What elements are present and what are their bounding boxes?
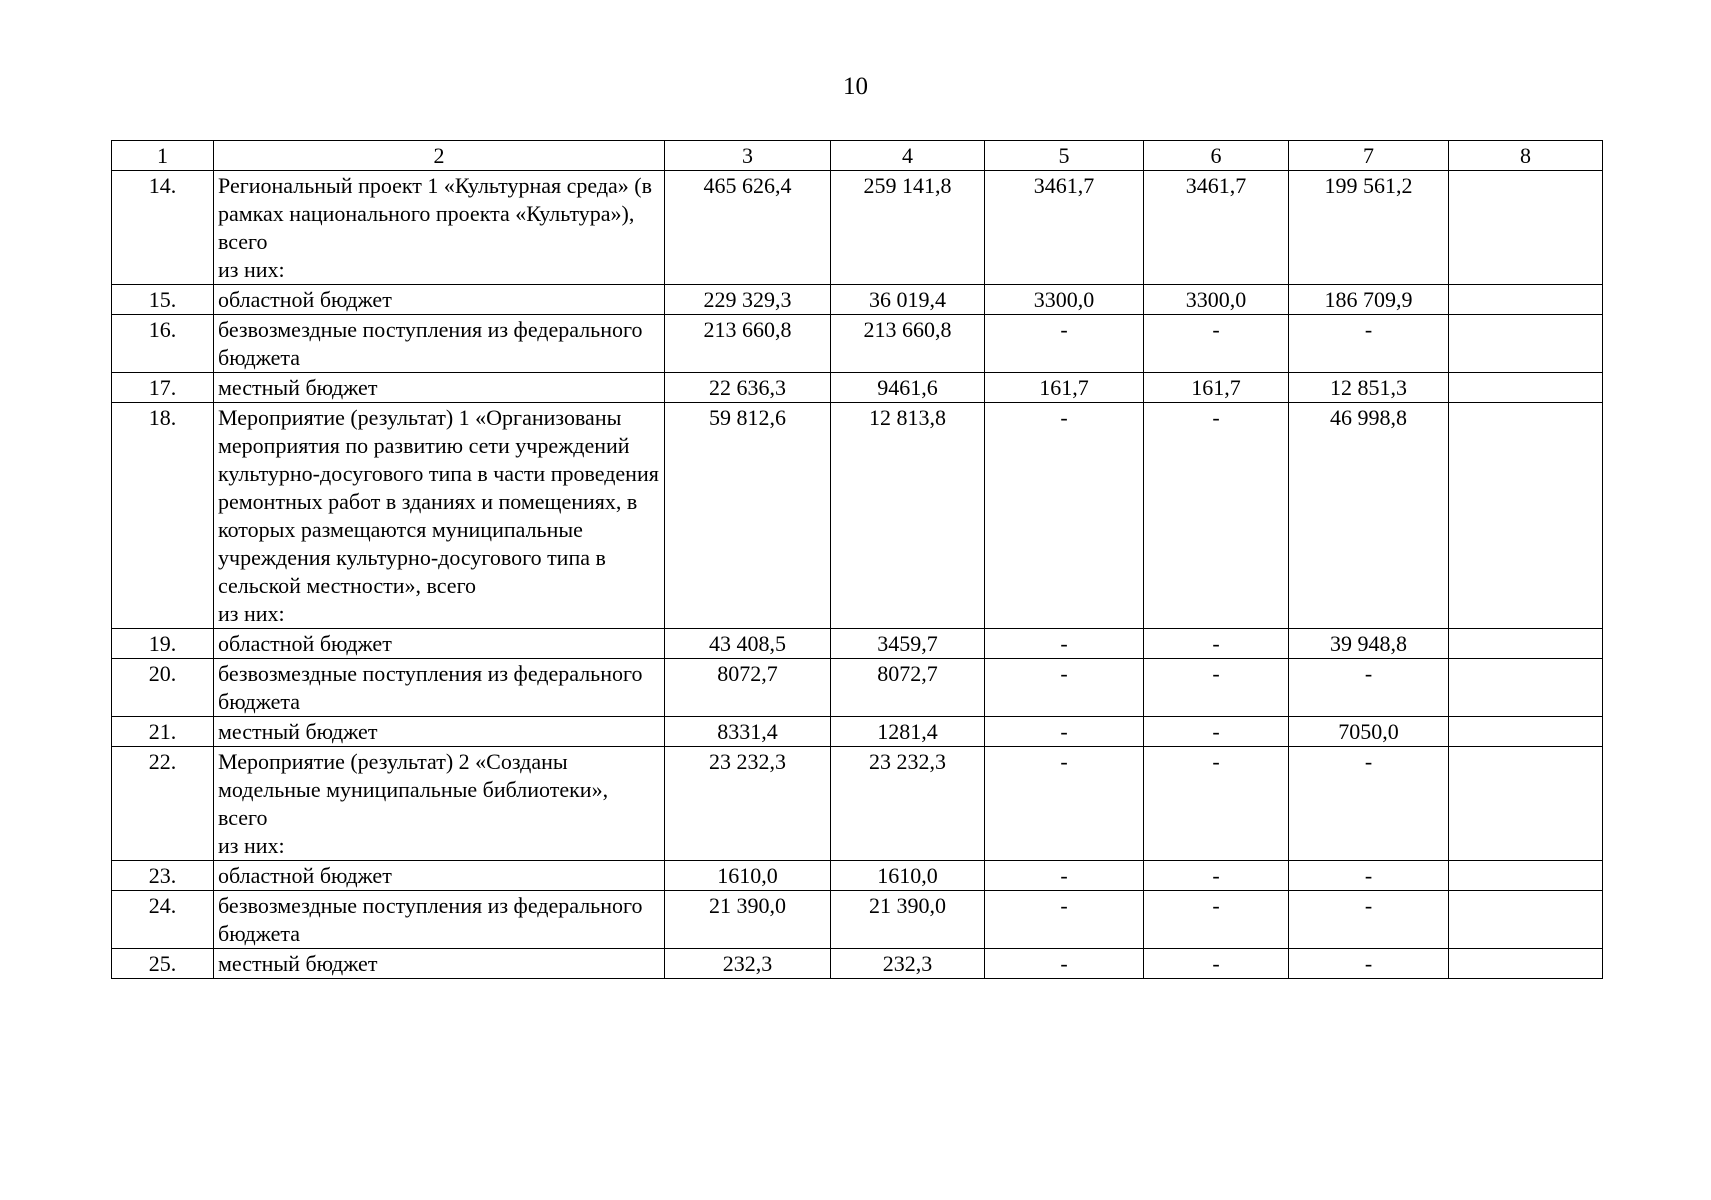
table-row	[112, 315, 1603, 373]
col-6-cell: 3461,7	[1144, 171, 1289, 285]
col-4-cell: 12 813,8	[831, 403, 985, 629]
row-number-cell: 14.	[112, 171, 214, 285]
col-6-cell: -	[1144, 315, 1289, 373]
col-4-cell: 232,3	[831, 949, 985, 979]
col-8-cell	[1449, 171, 1603, 285]
col-5-cell: -	[985, 861, 1144, 891]
col-5-cell: 161,7	[985, 373, 1144, 403]
col-7-cell: 7050,0	[1289, 717, 1449, 747]
table-row	[112, 171, 1603, 285]
col-6-cell: -	[1144, 891, 1289, 949]
col-5-cell: -	[985, 949, 1144, 979]
description-cell: областной бюджет	[214, 629, 665, 659]
col-7-cell: 186 709,9	[1289, 285, 1449, 315]
col-5-cell: -	[985, 747, 1144, 861]
col-6-cell: -	[1144, 747, 1289, 861]
col-7-cell: -	[1289, 315, 1449, 373]
col-4-cell: 8072,7	[831, 659, 985, 717]
table-row	[112, 659, 1603, 717]
col-3-cell: 213 660,8	[665, 315, 831, 373]
table-row	[112, 373, 1603, 403]
col-8-cell	[1449, 315, 1603, 373]
description-cell: Мероприятие (результат) 1 «Организованы мероприятия по развитию сети учреждений культурно-досугового типа в части проведения ремонтных работ в зданиях и помещениях, в которых размещаются муниципальные учреждения культурно-досугового типа в сельской местности», всего из них:	[214, 403, 665, 629]
col-8-cell	[1449, 403, 1603, 629]
col-4-cell: 1281,4	[831, 717, 985, 747]
col-7-cell: -	[1289, 861, 1449, 891]
column-header: 3	[665, 141, 831, 171]
column-header: 5	[985, 141, 1144, 171]
col-5-cell: -	[985, 891, 1144, 949]
row-number-cell: 16.	[112, 315, 214, 373]
page-number: 10	[843, 73, 868, 100]
col-3-cell: 23 232,3	[665, 747, 831, 861]
table-row	[112, 861, 1603, 891]
col-5-cell: 3461,7	[985, 171, 1144, 285]
col-5-cell: 3300,0	[985, 285, 1144, 315]
row-number-cell: 23.	[112, 861, 214, 891]
description-cell: местный бюджет	[214, 373, 665, 403]
col-8-cell	[1449, 373, 1603, 403]
col-5-cell: -	[985, 717, 1144, 747]
col-3-cell: 59 812,6	[665, 403, 831, 629]
col-8-cell	[1449, 861, 1603, 891]
col-7-cell: 12 851,3	[1289, 373, 1449, 403]
col-8-cell	[1449, 285, 1603, 315]
col-8-cell	[1449, 717, 1603, 747]
column-header: 2	[214, 141, 665, 171]
col-8-cell	[1449, 629, 1603, 659]
col-8-cell	[1449, 891, 1603, 949]
table-row	[112, 403, 1603, 629]
column-header: 8	[1449, 141, 1603, 171]
col-3-cell: 43 408,5	[665, 629, 831, 659]
row-number-cell: 18.	[112, 403, 214, 629]
col-3-cell: 465 626,4	[665, 171, 831, 285]
row-number-cell: 25.	[112, 949, 214, 979]
row-number-cell: 22.	[112, 747, 214, 861]
column-header: 4	[831, 141, 985, 171]
row-number-cell: 19.	[112, 629, 214, 659]
col-4-cell: 259 141,8	[831, 171, 985, 285]
col-8-cell	[1449, 747, 1603, 861]
col-4-cell: 1610,0	[831, 861, 985, 891]
col-6-cell: -	[1144, 949, 1289, 979]
description-cell: местный бюджет	[214, 949, 665, 979]
table-row	[112, 747, 1603, 861]
row-number-cell: 15.	[112, 285, 214, 315]
col-6-cell: -	[1144, 403, 1289, 629]
col-6-cell: 161,7	[1144, 373, 1289, 403]
description-cell: областной бюджет	[214, 861, 665, 891]
col-8-cell	[1449, 949, 1603, 979]
col-3-cell: 8331,4	[665, 717, 831, 747]
col-3-cell: 1610,0	[665, 861, 831, 891]
col-6-cell: -	[1144, 717, 1289, 747]
budget-table	[111, 140, 1603, 979]
description-cell: безвозмездные поступления из федерального бюджета	[214, 315, 665, 373]
col-3-cell: 232,3	[665, 949, 831, 979]
col-3-cell: 21 390,0	[665, 891, 831, 949]
col-4-cell: 21 390,0	[831, 891, 985, 949]
col-7-cell: -	[1289, 891, 1449, 949]
col-4-cell: 213 660,8	[831, 315, 985, 373]
table-row	[112, 285, 1603, 315]
col-4-cell: 3459,7	[831, 629, 985, 659]
col-8-cell	[1449, 659, 1603, 717]
col-3-cell: 229 329,3	[665, 285, 831, 315]
column-header: 1	[112, 141, 214, 171]
column-header: 6	[1144, 141, 1289, 171]
col-7-cell: 46 998,8	[1289, 403, 1449, 629]
col-5-cell: -	[985, 629, 1144, 659]
col-4-cell: 9461,6	[831, 373, 985, 403]
description-cell: безвозмездные поступления из федерального бюджета	[214, 659, 665, 717]
description-cell: Мероприятие (результат) 2 «Созданы модельные муниципальные библиотеки», всего из них:	[214, 747, 665, 861]
col-3-cell: 22 636,3	[665, 373, 831, 403]
column-header: 7	[1289, 141, 1449, 171]
col-5-cell: -	[985, 403, 1144, 629]
col-4-cell: 23 232,3	[831, 747, 985, 861]
col-7-cell: 39 948,8	[1289, 629, 1449, 659]
table-row	[112, 717, 1603, 747]
table-body	[112, 171, 1603, 979]
description-cell: областной бюджет	[214, 285, 665, 315]
table-row	[112, 949, 1603, 979]
table-row	[112, 629, 1603, 659]
table-header-row	[112, 141, 1603, 171]
row-number-cell: 21.	[112, 717, 214, 747]
col-4-cell: 36 019,4	[831, 285, 985, 315]
row-number-cell: 17.	[112, 373, 214, 403]
row-number-cell: 24.	[112, 891, 214, 949]
col-6-cell: -	[1144, 659, 1289, 717]
col-6-cell: 3300,0	[1144, 285, 1289, 315]
col-7-cell: -	[1289, 747, 1449, 861]
col-7-cell: -	[1289, 659, 1449, 717]
col-7-cell: 199 561,2	[1289, 171, 1449, 285]
description-cell: безвозмездные поступления из федерального бюджета	[214, 891, 665, 949]
col-5-cell: -	[985, 659, 1144, 717]
col-6-cell: -	[1144, 861, 1289, 891]
row-number-cell: 20.	[112, 659, 214, 717]
description-cell: Региональный проект 1 «Культурная среда» (в рамках национального проекта «Культура»), всего из них:	[214, 171, 665, 285]
col-5-cell: -	[985, 315, 1144, 373]
description-cell: местный бюджет	[214, 717, 665, 747]
col-7-cell: -	[1289, 949, 1449, 979]
col-3-cell: 8072,7	[665, 659, 831, 717]
col-6-cell: -	[1144, 629, 1289, 659]
table-row	[112, 891, 1603, 949]
